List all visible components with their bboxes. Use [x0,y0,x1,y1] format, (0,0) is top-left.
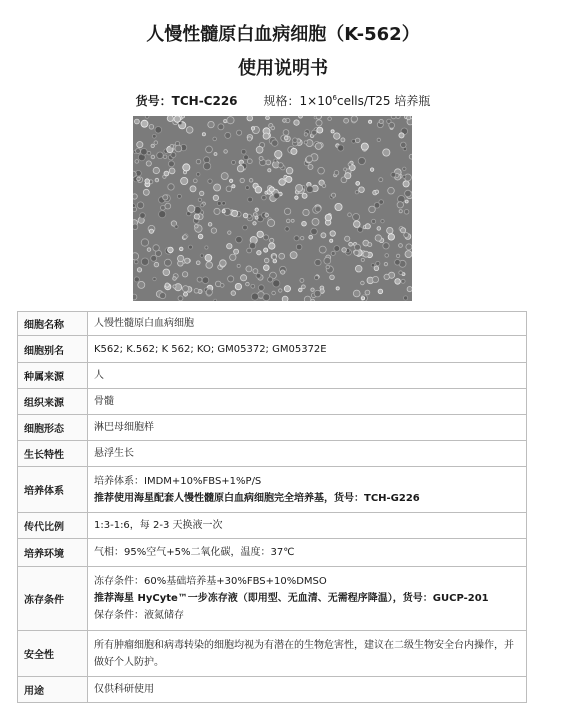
row-value [88,467,527,513]
row-value [88,567,527,631]
table-row [18,415,527,441]
info-table [17,311,527,703]
product-meta [0,92,566,109]
table-row [18,336,527,363]
row-key: 用途 [18,677,88,703]
spec-exponent: 6 [332,94,337,102]
row-key: 细胞形态 [18,415,88,441]
document-subtitle: 使用说明书 [238,58,328,79]
row-key: 组织来源 [18,389,88,415]
row-key: 细胞名称 [18,312,88,336]
table-row [18,389,527,415]
row-value: 气相：95%空气+5%二氧化碳，温度：37℃ [88,539,527,567]
row-value: 仅供科研使用 [88,677,527,703]
freeze-medium: 冻存条件：60%基础培养基+30%FBS+10%DMSO [94,576,327,587]
row-value: 悬浮生长 [88,441,527,467]
spec-prefix: 规格：1×10 [263,94,333,108]
row-value: 所有肿瘤细胞和病毒转染的细胞均视为有潜在的生物危害性，建议在二级生物安全台内操作，并做好个人防护。 [88,631,527,677]
table-row [18,567,527,631]
table-row [18,312,527,336]
row-key: 生长特性 [18,441,88,467]
table-row [18,513,527,539]
row-key: 冻存条件 [18,567,88,631]
row-value: K562; K.562; K 562; KO; GM05372; GM05372E [88,336,527,363]
row-value: 人 [88,363,527,389]
row-key: 传代比例 [18,513,88,539]
storage-condition: 保存条件：液氮储存 [94,610,184,621]
row-value: 人慢性髓原白血病细胞 [88,312,527,336]
catalog-number: 货号：TCH-C226 [135,94,238,108]
row-key: 安全性 [18,631,88,677]
cell-micrograph [133,116,412,301]
row-key: 种属来源 [18,363,88,389]
culture-medium: 培养体系：IMDM+10%FBS+1%P/S [94,475,262,487]
freeze-recommendation: 推荐海星 HyCyte™一步冻存液（即用型、无血清、无需程序降温），货号：GUCP-201 [94,593,489,604]
table-row [18,539,527,567]
table-row [18,631,527,677]
table-row [18,441,527,467]
row-value: 1:3-1:6，每 2-3 天换液一次 [88,513,527,539]
culture-recommendation: 推荐使用海星配套人慢性髓原白血病细胞完全培养基，货号：TCH-G226 [94,492,420,504]
spec-suffix: cells/T25 培养瓶 [336,94,431,108]
document-title: 人慢性髓原白血病细胞（K-562） [146,24,420,45]
row-value: 淋巴母细胞样 [88,415,527,441]
table-row [18,363,527,389]
row-key: 培养体系 [18,467,88,513]
row-key: 培养环境 [18,539,88,567]
row-key: 细胞别名 [18,336,88,363]
table-row [18,677,527,703]
table-row [18,467,527,513]
row-value: 骨髓 [88,389,527,415]
